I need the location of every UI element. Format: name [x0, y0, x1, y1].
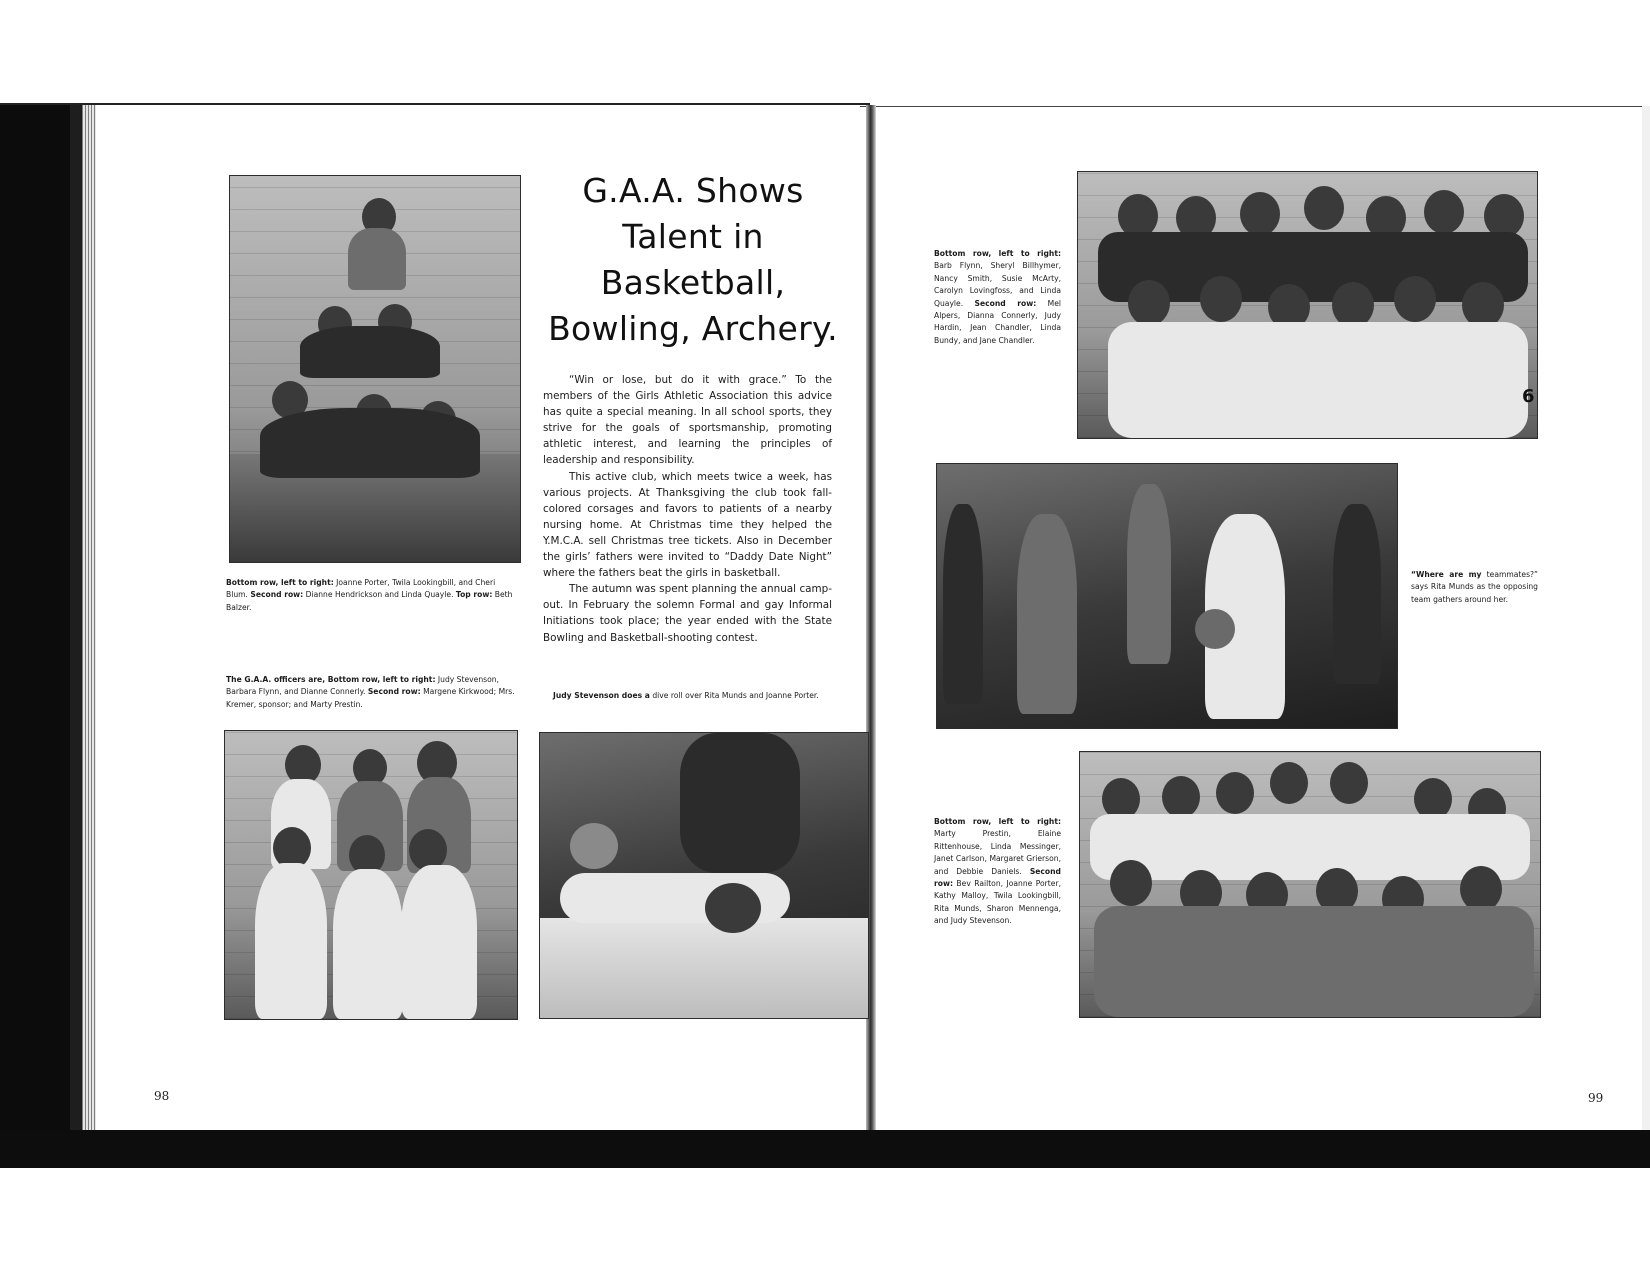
photo-human-pyramid [229, 175, 521, 563]
figure-player [1017, 514, 1077, 714]
article-paragraph: The autumn was spent planning the annual camp-out. In February the solemn Formal and gay Informal Initiations took place; the year ended with the State Bowling and Basketball-shooting contest. [543, 583, 832, 644]
book-binding-shadow [0, 105, 70, 1135]
figure-head [1200, 276, 1242, 322]
figure-player [1333, 504, 1381, 684]
caption-group-bottom [934, 816, 1061, 928]
figure [348, 228, 406, 290]
figure-head [1216, 772, 1254, 814]
figure-head [1110, 860, 1152, 906]
caption-label: Second row: [934, 866, 1061, 889]
caption-text: teammates?” says Rita Munds as the opposing team gathers around her. [1411, 570, 1538, 604]
caption-label: Bottom row, left to right: [934, 249, 1061, 258]
photo-gaa-officers [224, 730, 518, 1020]
page-stack-edges [82, 105, 96, 1135]
caption-text: Bev Railton, Joanne Porter, Kathy Malloy, Twila Lookingbill, Rita Munds, Sharon Mennenga, and Judy Stevenson. [934, 879, 1061, 926]
caption-label: Top row: [455, 590, 493, 600]
photo-dive-roll [539, 732, 869, 1019]
page-title: G.A.A. Shows Talent in Basketball, Bowling, Archery. [548, 171, 838, 348]
figure-head [1424, 190, 1464, 234]
jersey-number: 6 [1522, 386, 1535, 407]
caption-label: “Where are my [1411, 570, 1482, 579]
page-top-edge-right [860, 106, 1650, 107]
photo-group-bottom [1079, 751, 1541, 1018]
caption-label: Second row: [250, 590, 304, 600]
caption-text: Barb Flynn, Sheryl Billhymer, Nancy Smith, Susie McArty, Carolyn Lovingfoss, and Linda Quayle. [934, 261, 1061, 308]
figure-player [1127, 484, 1171, 664]
caption-label: Bottom row, left to right: [934, 817, 1061, 826]
article-body [543, 372, 832, 646]
figure-row [1094, 906, 1534, 1017]
figure-head [570, 823, 618, 869]
caption-text: Mel Alpers, Dianna Connerly, Judy Hardin, Jean Chandler, Linda Bundy, and Jane Chandler. [934, 298, 1062, 345]
figure [260, 408, 480, 478]
figure-row [1108, 322, 1528, 438]
caption-text: Joanne Porter, Twila Lookingbill, and Cheri Blum. [226, 578, 496, 600]
caption-text: Dianne Hendrickson and Linda Quayle. [303, 590, 454, 600]
figure-head [1304, 186, 1344, 230]
figure-diving [680, 733, 800, 873]
page-number-left: 98 [154, 1089, 170, 1103]
basketball [1195, 609, 1235, 649]
caption-basketball [1411, 569, 1538, 606]
gym-mat [540, 918, 868, 1018]
figure-head [1162, 776, 1200, 818]
figure-head [705, 883, 761, 933]
caption-label: The G.A.A. officers are, Bottom row, left to right: [226, 675, 436, 684]
page-top-edge [0, 103, 870, 105]
caption-label: Judy Stevenson does a [553, 691, 650, 700]
caption-label: Second row: [367, 687, 421, 697]
figure [255, 863, 327, 1019]
figure-head [1128, 280, 1170, 326]
figure-head [1240, 192, 1280, 236]
figure [300, 326, 440, 378]
caption-label: Second row: [974, 298, 1037, 308]
figure [401, 865, 477, 1019]
book-binding-edge [70, 105, 82, 1135]
caption-group-top [934, 248, 1061, 347]
page-number-right: 99 [1588, 1091, 1604, 1105]
caption-text: Margene Kirkwood; Mrs. Kremer, sponsor; and Marty Prestin. [226, 687, 515, 709]
caption-pyramid [226, 577, 516, 614]
figure-head [1394, 276, 1436, 322]
photo-basketball-game [936, 463, 1398, 729]
caption-text: Beth Balzer. [226, 590, 513, 612]
figure-head [1330, 762, 1368, 804]
caption-text: Marty Prestin, Elaine Rittenhouse, Linda Messinger, Janet Carlson, Margaret Grierson, and Debbie Daniels. [934, 829, 1061, 876]
figure-head [1270, 762, 1308, 804]
caption-text: Judy Stevenson, Barbara Flynn, and Dianne Connerly. [226, 675, 499, 697]
scan-bottom-shadow [0, 1130, 1650, 1168]
figure-player [943, 504, 983, 704]
article-paragraph: This active club, which meets twice a week, has various projects. At Thanksgiving the club took fall-colored corsages and favors to patients of a nearby nursing home. At Christmas time they helped the Y.M.C.A. sell Christmas tree tickets. Also in December the girls’ fathers were invited to “Daddy Date Night” where the fathers beat the girls in basketball. [543, 470, 832, 580]
article-paragraph: “Win or lose, but do it with grace.” To the members of the Girls Athletic Association this advice has quite a special meaning. In all school sports, they strive for the goals of sportsmanship, promoting athletic interest, and learning the principles of leadership and responsibility. [543, 374, 832, 467]
photo-group-top [1077, 171, 1538, 439]
figure [333, 869, 403, 1019]
figure-row [1090, 814, 1530, 880]
caption-dive-roll [553, 690, 843, 702]
caption-officers [226, 674, 516, 711]
caption-text: dive roll over Rita Munds and Joanne Porter. [649, 691, 819, 700]
right-page-edge [1642, 106, 1650, 1136]
caption-label: Bottom row, left to right: [226, 578, 334, 587]
